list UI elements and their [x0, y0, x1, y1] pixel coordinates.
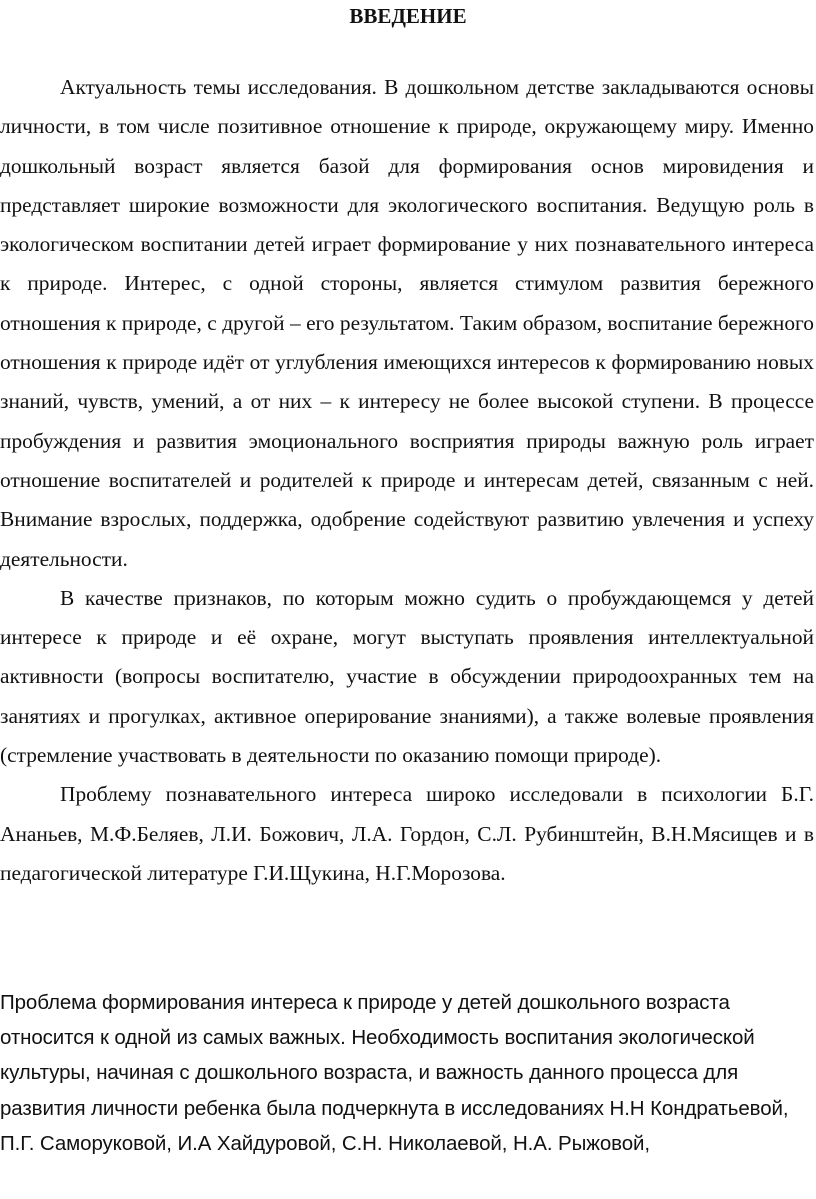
paragraph-problem-statement: Проблема формирования интереса к природе у детей дошкольного возраста относится к одной из самых важных. Необходимость воспитания экологической культуры, начиная с дошкольного возраста, и важность данного процесса для развития личности ребенка была подчеркнута в исследованиях Н.Н Кондратьевой, П.Г. Саморуковой, И.А Хайдуровой, С.Н. Николаевой, Н.А. Рыжовой,: [0, 991, 789, 1155]
paragraph-relevance: Актуальность темы исследования. В дошкольном детстве закладываются основы личности, в том числе позитивное отношение к природе, окружающему миру. Именно дошкольный возраст является базой для формирования основ мировидения и представляет широкие возможности для экологического воспитания. Ведущую роль в экологическом воспитании детей играет формирование у них познавательного интереса к природе. Интерес, с одной стороны, является стимулом развития бережного отношения к природе, с другой – его результатом. Таким образом, воспитание бережного отношения к природе идёт от углубления имеющихся интересов к формированию новых знаний, чувств, умений, а от них – к интересу не более высокой ступени. В процессе пробуждения и развития эмоционального восприятия природы важную роль играет отношение воспитателей и родителей к природе и интересам детей, связанным с ней. Внимание взрослых, поддержка, одобрение содействуют развитию увлечения и успеху деятельности.: [0, 75, 814, 571]
document-body: [0, 68, 814, 893]
paragraph-researchers: Проблему познавательного интереса широко исследовали в психологии Б.Г. Ананьев, М.Ф.Беляев, Л.И. Божович, Л.А. Гордон, С.Л. Рубинштейн, В.Н.Мясищев и в педагогической литературе Г.И.Щукина, Н.Г.Морозова.: [0, 782, 814, 885]
page-title: ВВЕДЕНИЕ: [349, 4, 467, 28]
paragraph-interest-signs: В качестве признаков, по которым можно судить о пробуждающемся у детей интересе к природе и её охране, могут выступать проявления интеллектуальной активности (вопросы воспитателю, участие в обсуждении природоохранных тем на занятиях и прогулках, активное оперирование знаниями), а также волевые проявления (стремление участвовать в деятельности по оказанию помощи природе).: [0, 585, 814, 768]
